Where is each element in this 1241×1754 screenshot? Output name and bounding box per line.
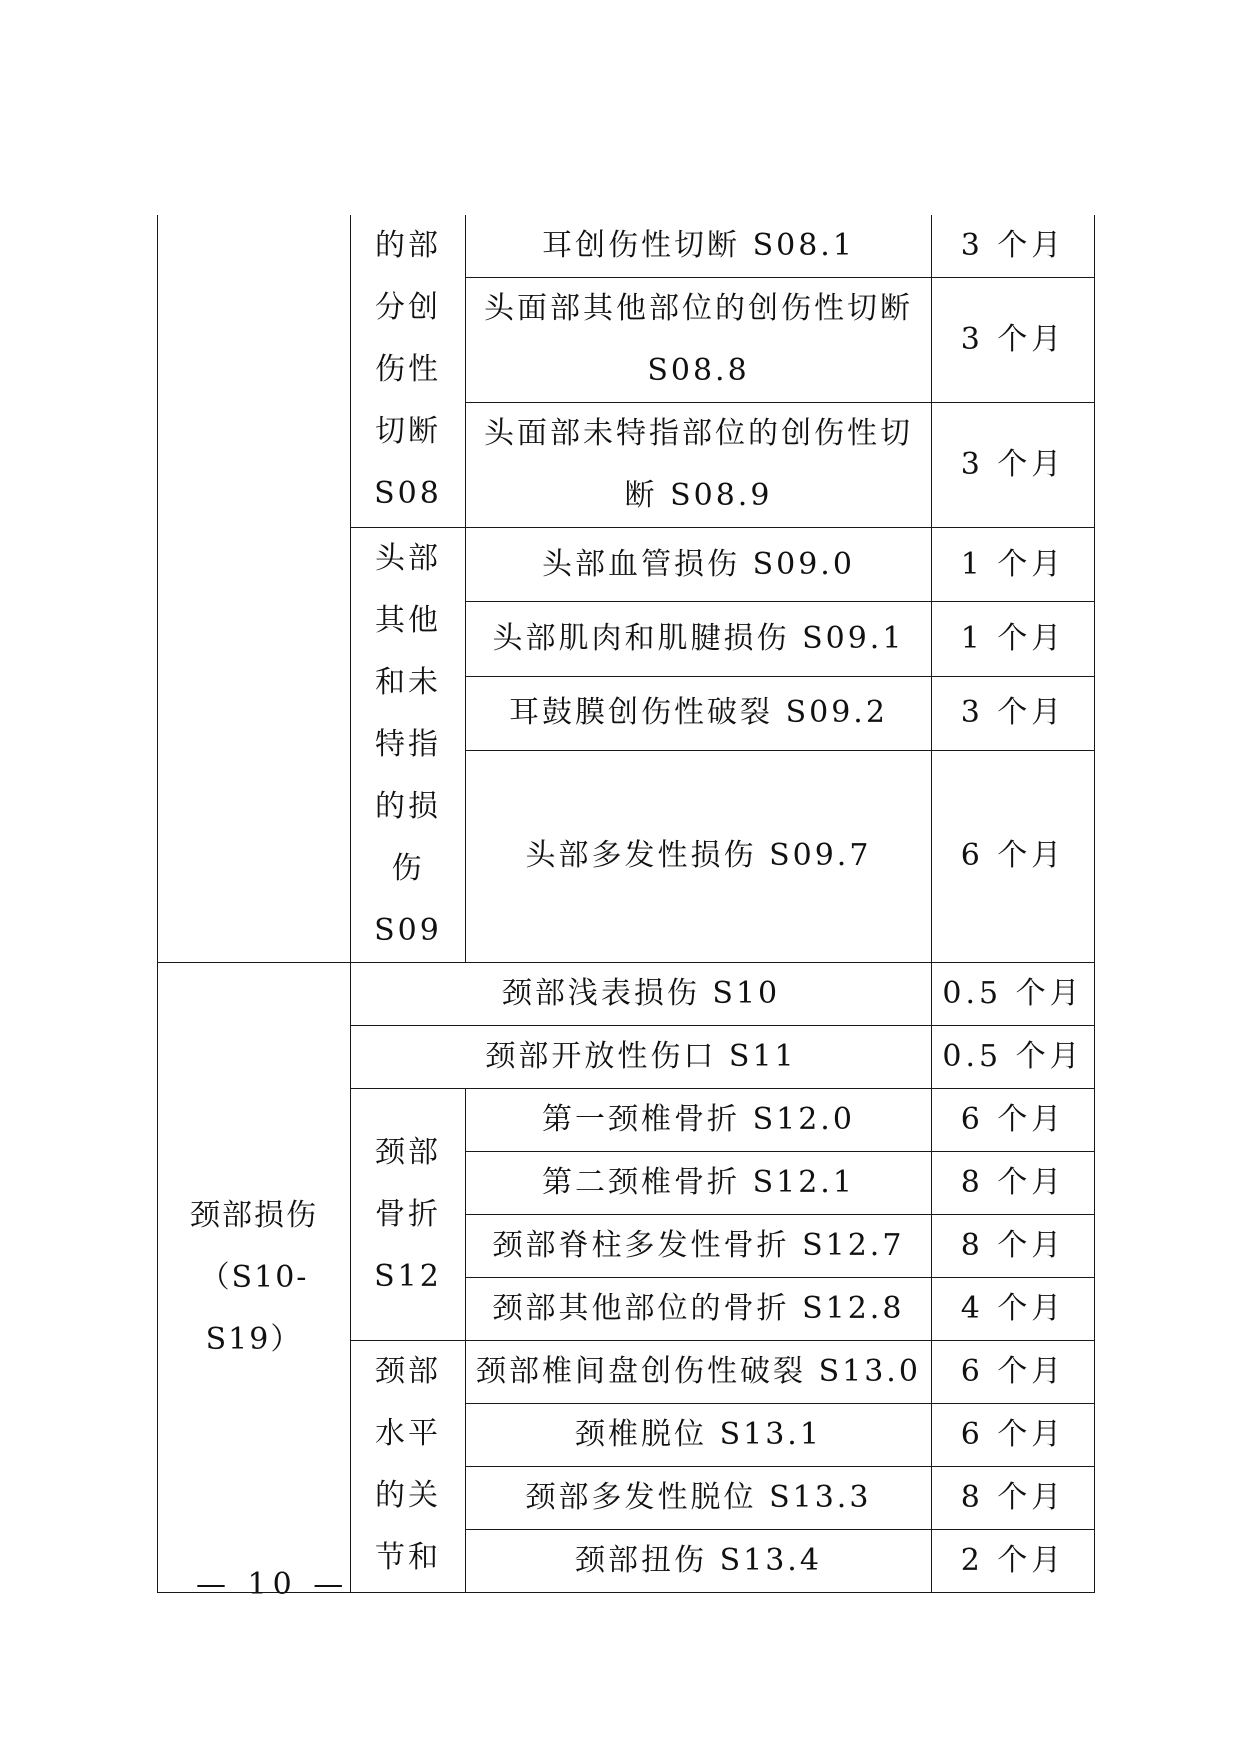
duration-cell: 1 个月 [932,528,1095,602]
item-cell: 颈部多发性脱位 S13.3 [466,1467,932,1530]
item-cell: 颈部开放性伤口 S11 [351,1026,932,1089]
item-cell: 头部血管损伤 S09.0 [466,528,932,602]
duration-cell: 4 个月 [932,1278,1095,1341]
item-cell: 耳创伤性切断 S08.1 [466,215,932,278]
item-cell: 颈部浅表损伤 S10 [351,963,932,1026]
duration-cell: 1 个月 [932,602,1095,676]
item-cell: 颈部其他部位的骨折 S12.8 [466,1278,932,1341]
duration-cell: 0.5 个月 [932,1026,1095,1089]
item-cell: 颈部扭伤 S13.4 [466,1530,932,1593]
duration-cell: 8 个月 [932,1152,1095,1215]
category-label-neck: 颈部损伤 （S10-S19） [190,1197,318,1357]
item-cell: 头面部未特指部位的创伤性切断 S08.9 [466,403,932,528]
subcategory-cell-s13 [351,1341,466,1593]
duration-cell: 6 个月 [932,1089,1095,1152]
page-number: — 10 — [196,1567,350,1602]
item-cell: 头面部其他部位的创伤性切断 S08.8 [466,278,932,403]
category-cell-head [158,215,351,963]
item-cell: 颈部椎间盘创伤性破裂 S13.0 [466,1341,932,1404]
subcategory-cell-s08 [351,215,466,528]
item-cell: 头部多发性损伤 S09.7 [466,750,932,962]
table-row [158,215,1095,278]
duration-cell: 8 个月 [932,1467,1095,1530]
duration-cell: 3 个月 [932,278,1095,403]
subcategory-cell-s12 [351,1089,466,1341]
duration-cell: 3 个月 [932,676,1095,750]
duration-cell: 2 个月 [932,1530,1095,1593]
subcategory-label-s13: 颈部 水平 的关 节和 [375,1354,441,1575]
duration-cell: 6 个月 [932,1404,1095,1467]
item-cell: 颈部脊柱多发性骨折 S12.7 [466,1215,932,1278]
item-cell: 颈椎脱位 S13.1 [466,1404,932,1467]
item-cell: 第二颈椎骨折 S12.1 [466,1152,932,1215]
duration-cell: 6 个月 [932,750,1095,962]
subcategory-label-s08: 的部 分创 伤性 切断 S08 [374,228,442,511]
injury-duration-table [157,215,1095,1593]
item-cell: 头部肌肉和肌腱损伤 S09.1 [466,602,932,676]
duration-cell: 3 个月 [932,215,1095,278]
item-cell: 第一颈椎骨折 S12.0 [466,1089,932,1152]
duration-cell: 0.5 个月 [932,963,1095,1026]
subcategory-label-s12: 颈部 骨折 S12 [374,1134,442,1294]
table-row [158,963,1095,1026]
subcategory-cell-s09 [351,528,466,963]
duration-cell: 8 个月 [932,1215,1095,1278]
duration-cell: 3 个月 [932,403,1095,528]
subcategory-label-s09: 头部 其他 和未 特指 的损 伤 S09 [374,541,442,948]
category-cell-neck [158,963,351,1593]
duration-cell: 6 个月 [932,1341,1095,1404]
item-cell: 耳鼓膜创伤性破裂 S09.2 [466,676,932,750]
